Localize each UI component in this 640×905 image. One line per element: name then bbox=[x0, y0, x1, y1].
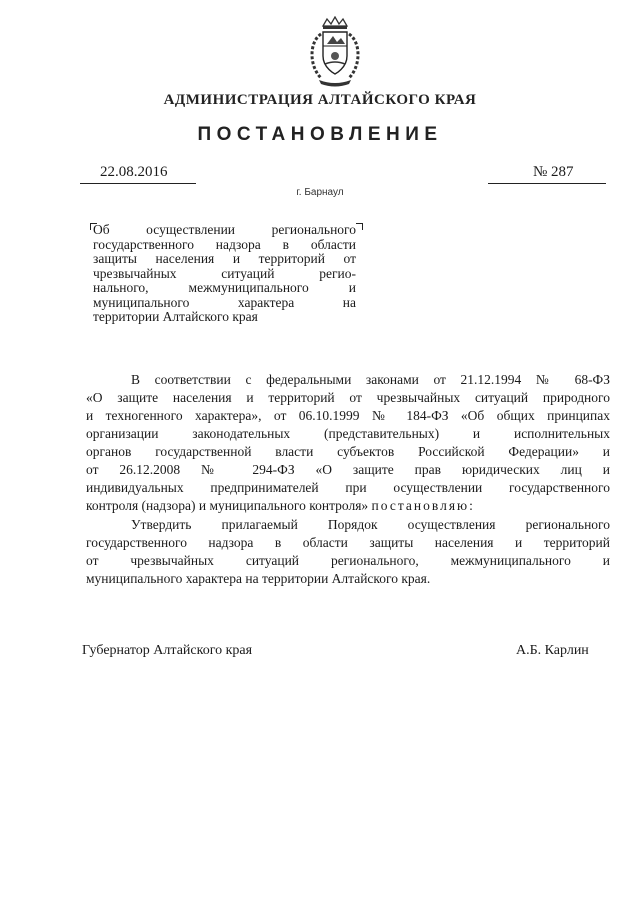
body-line-text: контроля (надзора) и муниципального контроля» bbox=[86, 498, 369, 513]
resolution-paragraph bbox=[86, 516, 610, 588]
body-line: муниципального характера на территории Алтайского края. bbox=[86, 571, 431, 586]
body-line: и техногенного характера», от 06.10.1999 № 184-ФЗ «Об общих принципах bbox=[86, 408, 610, 423]
signatory-name: А.Б. Карлин bbox=[516, 643, 589, 658]
signatory-position: Губернатор Алтайского края bbox=[82, 643, 253, 658]
subject-line: нального, межмуниципального и bbox=[93, 280, 356, 295]
document-date: 22.08.2016 bbox=[100, 164, 168, 180]
subject-line: муниципального характера на bbox=[93, 294, 356, 310]
coat-of-arms-emblem-icon bbox=[303, 16, 367, 88]
body-line-final bbox=[86, 497, 610, 515]
city-label: г. Барнаул bbox=[296, 187, 344, 198]
body-line: Утвердить прилагаемый Порядок осуществления регионального bbox=[131, 517, 610, 532]
subject-line: территории Алтайского края bbox=[93, 309, 258, 324]
body-line: индивидуальных предпринимателей при осуществлении государственного bbox=[86, 480, 610, 495]
body-line: органов государственной власти субъектов Российской Федерации» и bbox=[86, 444, 610, 459]
subject-line: чрезвычайных ситуаций регио- bbox=[93, 265, 356, 281]
document-subject bbox=[93, 223, 356, 325]
subject-line: государственного надзора в области bbox=[93, 236, 356, 252]
body-line: от чрезвычайных ситуаций регионального, межмуниципального и bbox=[86, 553, 610, 568]
body-line: В соответствии с федеральными законами от 21.12.1994 № 68-ФЗ bbox=[131, 372, 610, 387]
body-line: «О защите населения и территорий от чрезвычайных ситуаций природного bbox=[86, 390, 610, 405]
preamble-paragraph bbox=[86, 371, 610, 515]
resolution-keyword: постановляю: bbox=[371, 498, 475, 513]
document-type-title: ПОСТАНОВЛЕНИЕ bbox=[197, 124, 443, 145]
subject-corner-right bbox=[356, 223, 363, 230]
body-line: государственного надзора в области защиты населения и территорий bbox=[86, 535, 610, 550]
document-number: № 287 bbox=[533, 164, 574, 180]
subject-line: Об осуществлении регионального bbox=[93, 222, 356, 237]
body-line: организации законодательных (представительных) и исполнительных bbox=[86, 426, 610, 441]
organization-name: АДМИНИСТРАЦИЯ АЛТАЙСКОГО КРАЯ bbox=[163, 92, 477, 108]
subject-line: защиты населения и территорий от bbox=[93, 251, 356, 266]
body-line: от 26.12.2008 № 294-ФЗ «О защите прав юридических лиц и bbox=[86, 462, 610, 477]
